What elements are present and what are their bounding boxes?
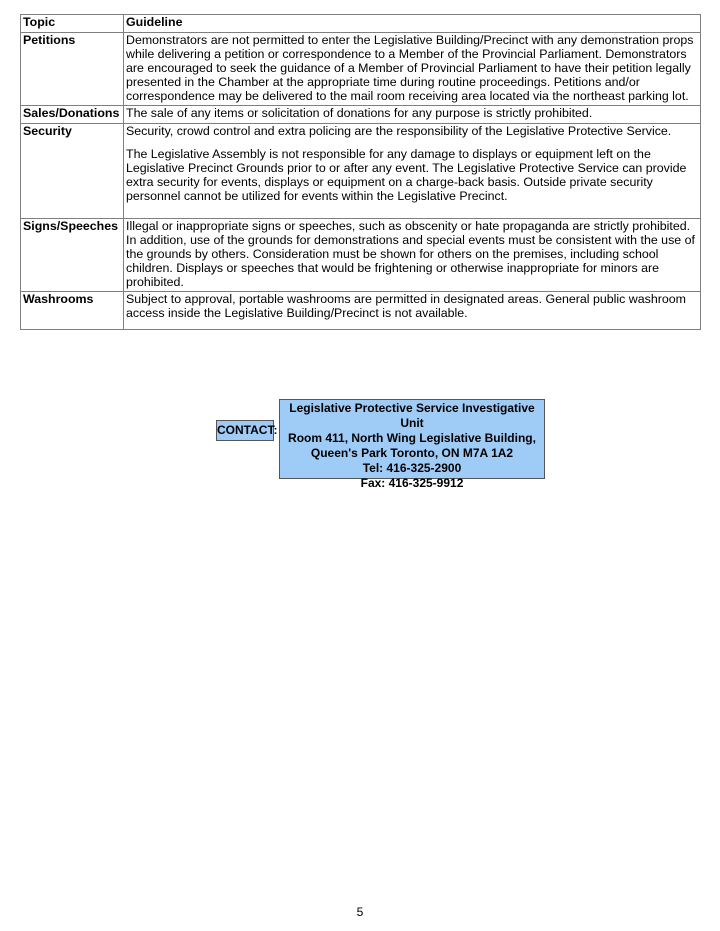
page-number: 5 [356, 905, 364, 919]
row-guideline [124, 106, 701, 124]
row-topic: Petitions [21, 32, 124, 106]
row-topic: Washrooms [21, 292, 124, 330]
guideline-paragraph: Security, crowd control and extra policing are the responsibility of the Legislative Protective Service. [126, 124, 672, 139]
table-row-washrooms [21, 292, 701, 330]
guideline-paragraph: The Legislative Assembly is not responsible for any damage to displays or equipment left on the Legislative Precinct Grounds prior to or after any event. The Legislative Protective Service can provide extra security for events, displays or equipment on a charge-back basis. Outside private security personnel cannot be utilized for events within the Legislative Precinct. [126, 147, 687, 203]
contact-label: CONTACT: [216, 420, 274, 441]
row-topic: Signs/Speeches [21, 218, 124, 292]
table-row-security [21, 124, 701, 219]
row-topic: Security [21, 124, 124, 219]
row-guideline [124, 124, 701, 219]
contact-address-city: Queen's Park Toronto, ON M7A 1A2 [310, 446, 514, 460]
row-guideline [124, 292, 701, 330]
row-guideline [124, 32, 701, 106]
contact-unit-name: Legislative Protective Service Investigative Unit [289, 401, 535, 430]
table-row-sales-donations [21, 106, 701, 124]
contact-details-box [279, 399, 545, 490]
row-guideline [124, 218, 701, 292]
guidelines-table [20, 14, 701, 330]
guideline-paragraph: Subject to approval, portable washrooms are permitted in designated areas. General public washroom access inside the Legislative Building/Precinct is not available. [126, 292, 686, 321]
contact-address-room: Room 411, North Wing Legislative Building, [288, 431, 536, 445]
guideline-paragraph: Demonstrators are not permitted to enter the Legislative Building/Precinct with any demonstration props while delivering a petition or correspondence to a Member of the Provincial Parliament. Demonstrators are encouraged to seek the guidance of a Member of Provincial Parliament to have their petition legally presented in the Chamber at the appropriate time during routine proceedings. Petitions and/or correspondence may be delivered to the mail room receiving area located via the northeast parking lot. [126, 32, 694, 103]
table-row-signs-speeches [21, 218, 701, 292]
guideline-paragraph: The sale of any items or solicitation of donations for any purpose is strictly prohibited. [126, 106, 593, 121]
topic-column-header: Topic [21, 15, 124, 33]
contact-fax: Fax: 416-325-9912 [360, 476, 464, 490]
table-row-petitions [21, 32, 701, 106]
contact-phone: Tel: 416-325-2900 [362, 461, 462, 475]
guideline-paragraph: Illegal or inappropriate signs or speeches, such as obscenity or hate propaganda are strictly prohibited. In addition, use of the grounds for demonstrations and special events must be consistent with the use of the grounds by others. Consideration must be shown for others on the premises, including school children. Displays or speeches that would be frightening or otherwise inappropriate for minors are prohibited. [126, 218, 695, 289]
row-topic: Sales/Donations [21, 106, 124, 124]
table-header-row [21, 15, 701, 33]
guideline-column-header: Guideline [124, 15, 701, 33]
